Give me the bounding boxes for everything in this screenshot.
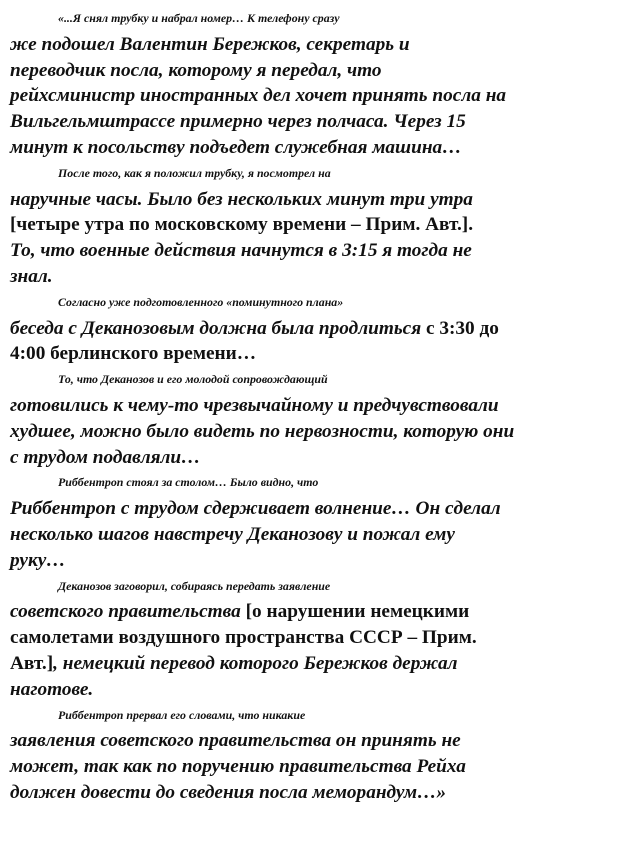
italic-text: Деканозов заговорил, собираясь передать заявление [58,578,331,593]
paragraph [10,6,614,161]
italic-text: знал. [10,265,53,287]
text-line [10,290,614,316]
upright-text: 4:00 берлинского времени… [10,343,257,365]
upright-text: [о нарушении немецкими [245,601,470,623]
italic-text: наручные часы. Было без нескольких минут три утра [10,188,473,210]
text-line [10,522,614,548]
italic-text: Риббентроп стоял за столом… Было видно, что [58,475,319,490]
text-line [10,625,614,651]
text-line [10,109,614,135]
italic-text: Вильгельмштрассе примерно через полчаса. Через 15 [10,111,466,133]
italic-text: То, что военные действия начнутся в 3:15 я тогда не [10,240,472,262]
document-text [10,6,614,806]
italic-text: должен довести до сведения посла меморандум…» [10,781,447,803]
italic-text: Согласно уже подготовленного «поминутного плана» [58,294,344,309]
upright-text: Авт.] [10,652,54,674]
text-line [10,83,614,109]
italic-text: может, так как по поручению правительства Рейха [10,756,466,778]
text-line [10,574,614,600]
italic-text: беседа с Деканозовым должна была продлиться [10,317,426,339]
paragraph [10,290,614,367]
paragraph [10,703,614,806]
italic-text: с трудом подавляли… [10,446,201,468]
paragraph [10,161,614,290]
text-line [10,703,614,729]
paragraph [10,367,614,470]
italic-text: переводчик посла, которому я передал, что [10,59,382,81]
italic-text: руку… [10,549,66,571]
italic-text: советского правительства [10,601,246,623]
text-line [10,367,614,393]
italic-text: наготове. [10,678,94,700]
upright-text: с 3:30 до [425,317,499,339]
text-line [10,419,614,445]
italic-text: готовились к чему-то чрезвычайному и предчувствовали [10,394,499,416]
text-line [10,599,614,625]
text-line [10,754,614,780]
text-line [10,548,614,574]
italic-text: минут к посольству подъедет служебная машина… [10,136,462,158]
text-line [10,445,614,471]
italic-text: же подошел Валентин Бережков, секретарь и [10,33,410,55]
text-line [10,780,614,806]
paragraph [10,470,614,573]
text-line [10,32,614,58]
text-line [10,238,614,264]
italic-text: Риббентроп с трудом сдерживает волнение… Он сделал [10,498,501,520]
text-line [10,393,614,419]
upright-text: [четыре утра по московскому времени – Прим. Авт.]. [10,214,474,236]
italic-text: худшее, можно было видеть по нервозности, которую они [10,420,515,442]
italic-text: заявления советского правительства он принять не [10,730,461,752]
upright-text: самолетами воздушного пространства СССР – Прим. [10,627,477,649]
text-line [10,728,614,754]
text-line [10,161,614,187]
italic-text: После того, как я положил трубку, я посмотрел на [58,165,331,180]
text-line [10,58,614,84]
italic-text: «...Я снял трубку и набрал номер… К телефону сразу [58,11,340,25]
italic-text: То, что Деканозов и его молодой сопровождающий [58,372,328,387]
italic-text: рейхсминистр иностранных дел хочет принять посла на [10,85,507,107]
italic-text: , немецкий перевод которого Бережков держал [53,652,458,674]
text-line [10,187,614,213]
text-line [10,496,614,522]
text-line [10,470,614,496]
italic-text: Риббентроп прервал его словами, что никакие [58,707,306,722]
paragraph [10,574,614,703]
text-line [10,6,614,32]
text-line [10,341,614,367]
text-line [10,135,614,161]
text-line [10,651,614,677]
text-line [10,316,614,342]
italic-text: несколько шагов навстречу Деканозову и пожал ему [10,523,455,545]
text-line [10,677,614,703]
text-line [10,212,614,238]
text-line [10,264,614,290]
